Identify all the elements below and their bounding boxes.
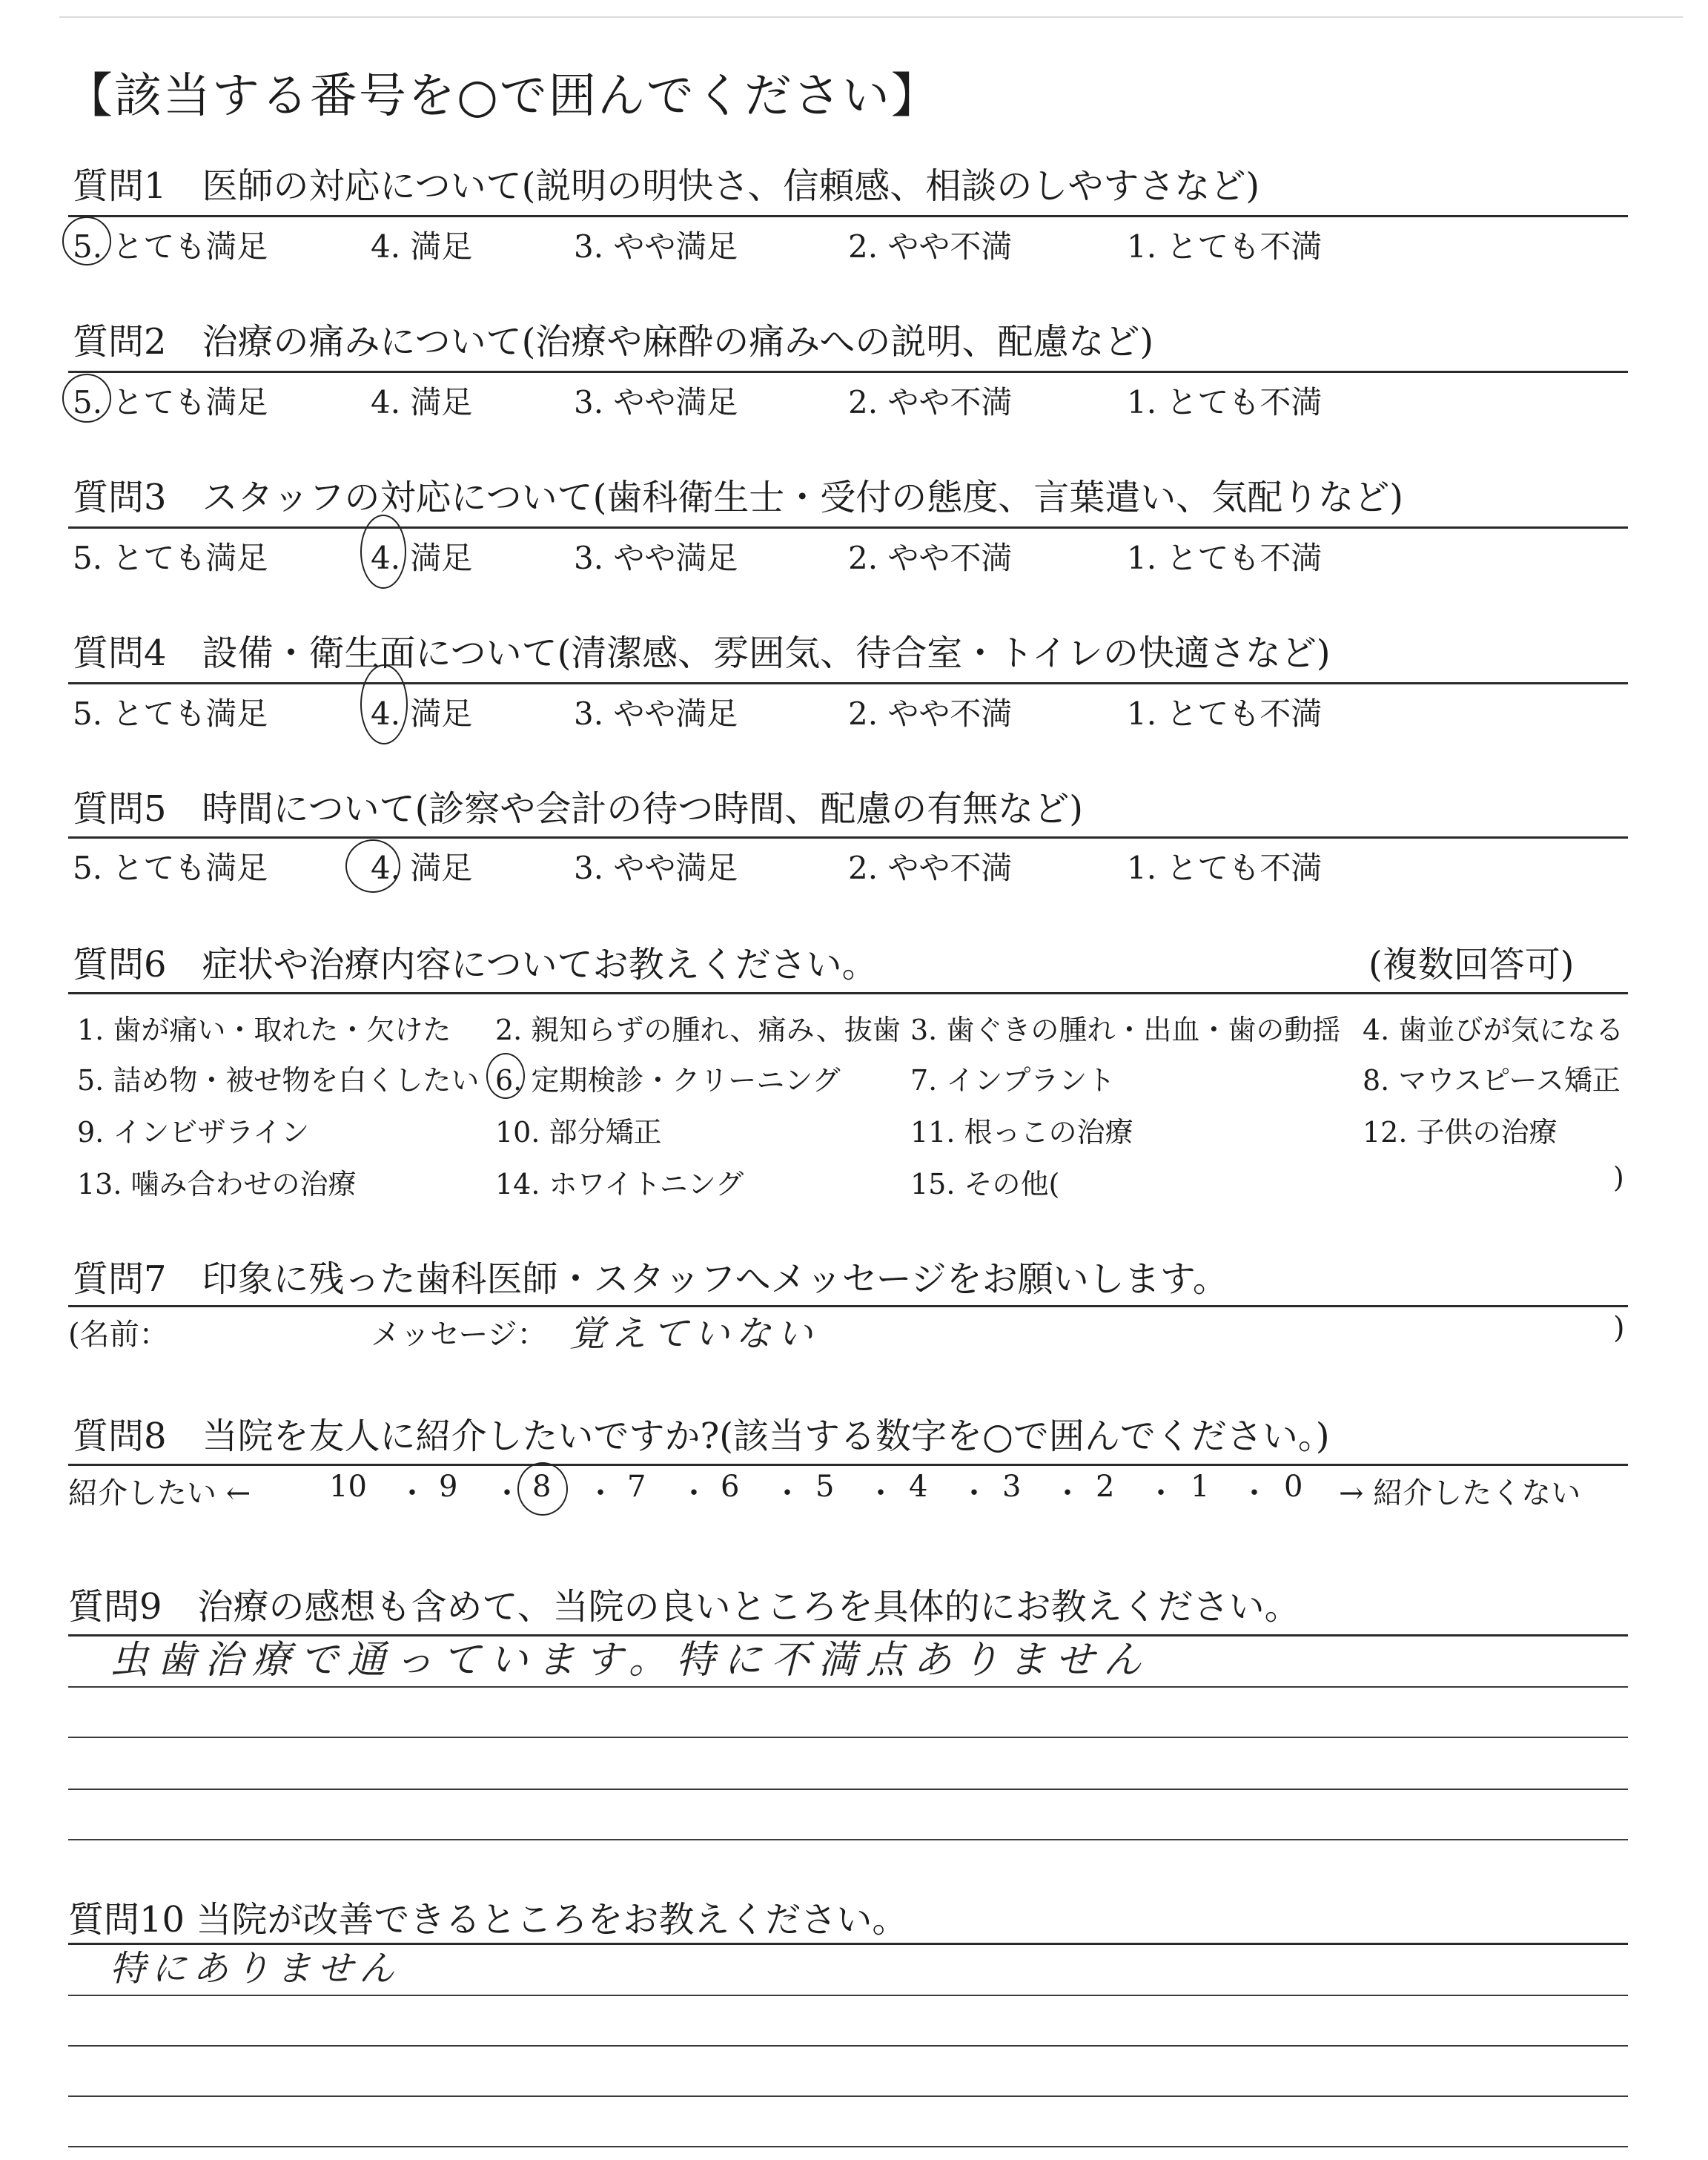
- q10-answer-line: [68, 2045, 1628, 2047]
- q6-option-15[interactable]: 15. その他(: [910, 1168, 1060, 1200]
- q8-separator: ・: [586, 1476, 615, 1510]
- q8-scale-9[interactable]: 9: [439, 1470, 458, 1504]
- q2-option-3[interactable]: 3. やや満足: [574, 384, 738, 420]
- q8-scale-6[interactable]: 6: [721, 1470, 740, 1504]
- q1-option-5[interactable]: 5. とても満足: [73, 228, 268, 265]
- q6-note: (複数回答可): [1368, 944, 1575, 985]
- q2-option-2[interactable]: 2. やや不満: [848, 384, 1013, 420]
- q6-option-2[interactable]: 2. 親知らずの腫れ、痛み、抜歯: [495, 1014, 901, 1046]
- q8-scale-5[interactable]: 5: [815, 1470, 835, 1504]
- q7-message-label: メッセージ：: [371, 1318, 547, 1352]
- q2-option-1[interactable]: 1. とても不満: [1127, 384, 1323, 420]
- q6-selection-circle: [486, 1053, 525, 1099]
- q1-option-1[interactable]: 1. とても不満: [1127, 228, 1323, 265]
- q5-option-2[interactable]: 2. やや不満: [848, 850, 1013, 886]
- q10-answer-line: [68, 2146, 1628, 2147]
- q9-answer-line: [68, 1789, 1628, 1790]
- q6-option-3[interactable]: 3. 歯ぐきの腫れ・出血・歯の動揺: [910, 1014, 1341, 1046]
- q3-option-5[interactable]: 5. とても満足: [73, 540, 268, 576]
- q6-rule: [68, 992, 1628, 994]
- q8-title: 質問8 当院を友人に紹介したいですか?(該当する数字を○で囲んでください。): [73, 1416, 1330, 1457]
- q8-separator: ・: [397, 1476, 427, 1510]
- q6-option-10[interactable]: 10. 部分矯正: [495, 1116, 662, 1149]
- q5-rule: [68, 836, 1628, 839]
- q2-title: 質問2 治療の痛みについて(治療や麻酔の痛みへの説明、配慮など): [73, 321, 1154, 363]
- q9-answer-line: [68, 1839, 1628, 1840]
- q8-scale-1[interactable]: 1: [1191, 1470, 1210, 1504]
- q5-selection-circle: [345, 839, 400, 893]
- q5-option-4[interactable]: 4. 満足: [371, 850, 473, 886]
- q6-option-12[interactable]: 12. 子供の治療: [1363, 1116, 1558, 1149]
- q8-scale-10[interactable]: 10: [329, 1470, 367, 1504]
- q8-scale-8[interactable]: 8: [532, 1470, 552, 1504]
- q10-answer-line: [68, 2095, 1628, 2097]
- q9-answer-line: [68, 1686, 1628, 1688]
- q8-separator: ・: [492, 1476, 522, 1510]
- q8-separator: ・: [679, 1476, 709, 1510]
- q8-separator: ・: [1239, 1476, 1269, 1510]
- q1-option-4[interactable]: 4. 満足: [371, 228, 473, 265]
- q2-selection-circle: [62, 374, 111, 423]
- q6-option-14[interactable]: 14. ホワイトニング: [495, 1168, 744, 1200]
- q4-selection-circle: [360, 664, 408, 744]
- q8-scale-4[interactable]: 4: [909, 1470, 928, 1504]
- q2-option-4[interactable]: 4. 満足: [371, 384, 473, 420]
- q4-title: 質問4 設備・衛生面について(清潔感、雰囲気、待合室・トイレの快適さなど): [73, 633, 1331, 674]
- q1-option-2[interactable]: 2. やや不満: [848, 228, 1013, 265]
- q3-option-2[interactable]: 2. やや不満: [848, 540, 1013, 576]
- q9-answer[interactable]: 虫歯治療で通っています。特に不満点ありません: [110, 1638, 1151, 1682]
- q2-option-5[interactable]: 5. とても満足: [73, 384, 268, 420]
- q9-answer-line: [68, 1737, 1628, 1738]
- q10-answer-line: [68, 1995, 1628, 1996]
- q6-option-9[interactable]: 9. インビザライン: [77, 1116, 310, 1149]
- q2-rule: [68, 371, 1628, 373]
- q3-option-4[interactable]: 4. 満足: [371, 540, 473, 576]
- q8-separator: ・: [866, 1476, 896, 1510]
- q8-scale-2[interactable]: 2: [1096, 1470, 1115, 1504]
- q7-close-paren: ): [1613, 1311, 1625, 1345]
- q10-title: 質問10 当院が改善できるところをお教えください。: [68, 1899, 908, 1941]
- q7-rule: [68, 1305, 1628, 1307]
- q6-option-8[interactable]: 8. マウスピース矯正: [1363, 1064, 1621, 1097]
- q8-rule: [68, 1464, 1628, 1466]
- q8-separator: ・: [1146, 1476, 1176, 1510]
- q4-option-2[interactable]: 2. やや不満: [848, 696, 1013, 732]
- q1-option-3[interactable]: 3. やや満足: [574, 228, 738, 265]
- q9-title: 質問9 治療の感想も含めて、当院の良いところを具体的にお教えください。: [68, 1586, 1300, 1628]
- q6-option-7[interactable]: 7. インプラント: [910, 1064, 1116, 1097]
- q4-rule: [68, 682, 1628, 684]
- q6-option-1[interactable]: 1. 歯が痛い・取れた・欠けた: [77, 1014, 451, 1046]
- q3-title: 質問3 スタッフの対応について(歯科衛生士・受付の態度、言葉遣い、気配りなど): [73, 477, 1404, 518]
- q5-option-5[interactable]: 5. とても満足: [73, 850, 268, 886]
- q8-separator: ・: [1053, 1476, 1082, 1510]
- q4-option-4[interactable]: 4. 満足: [371, 696, 473, 732]
- q7-title: 質問7 印象に残った歯科医師・スタッフへメッセージをお願いします。: [73, 1258, 1228, 1300]
- q6-option-13[interactable]: 13. 噛み合わせの治療: [77, 1168, 357, 1200]
- q8-scale-3[interactable]: 3: [1002, 1470, 1022, 1504]
- q3-rule: [68, 526, 1628, 529]
- q8-right-label: → 紹介したくない: [1339, 1476, 1581, 1510]
- q6-option-6[interactable]: 6. 定期検診・クリーニング: [495, 1064, 841, 1097]
- page-title: 【該当する番号を○で囲んでください】: [65, 69, 940, 124]
- q1-selection-circle: [62, 217, 111, 265]
- q5-title: 質問5 時間について(診察や会計の待つ時間、配慮の有無など): [73, 788, 1084, 830]
- q1-rule: [68, 215, 1628, 217]
- q10-answer[interactable]: 特にありません: [110, 1948, 401, 1989]
- q5-option-3[interactable]: 3. やや満足: [574, 850, 738, 886]
- q3-option-3[interactable]: 3. やや満足: [574, 540, 738, 576]
- q3-option-1[interactable]: 1. とても不満: [1127, 540, 1323, 576]
- q8-separator: ・: [959, 1476, 989, 1510]
- q3-selection-circle: [360, 515, 406, 589]
- q7-message-value[interactable]: 覚えていない: [569, 1313, 819, 1355]
- q6-option-5[interactable]: 5. 詰め物・被せ物を白くしたい: [77, 1064, 480, 1097]
- q6-option-11[interactable]: 11. 根っこの治療: [910, 1116, 1133, 1149]
- q8-scale-0[interactable]: 0: [1284, 1470, 1303, 1504]
- q4-option-5[interactable]: 5. とても満足: [73, 696, 268, 732]
- q8-selection-circle: [517, 1462, 568, 1516]
- q6-title: 質問6 症状や治療内容についてお教えください。: [73, 944, 878, 985]
- q6-option-4[interactable]: 4. 歯並びが気になる: [1363, 1014, 1624, 1046]
- q6-other-close-paren: ): [1613, 1161, 1624, 1194]
- q5-option-1[interactable]: 1. とても不満: [1127, 850, 1323, 886]
- q4-option-1[interactable]: 1. とても不満: [1127, 696, 1323, 732]
- q4-option-3[interactable]: 3. やや満足: [574, 696, 738, 732]
- top-border: [59, 16, 1683, 18]
- q8-separator: ・: [772, 1476, 802, 1510]
- q8-left-label: 紹介したい ←: [68, 1476, 251, 1510]
- q1-title: 質問1 医師の対応について(説明の明快さ、信頼感、相談のしやすさなど): [73, 165, 1260, 207]
- q8-scale-7[interactable]: 7: [627, 1470, 646, 1504]
- q7-name-label: (名前：: [68, 1318, 169, 1352]
